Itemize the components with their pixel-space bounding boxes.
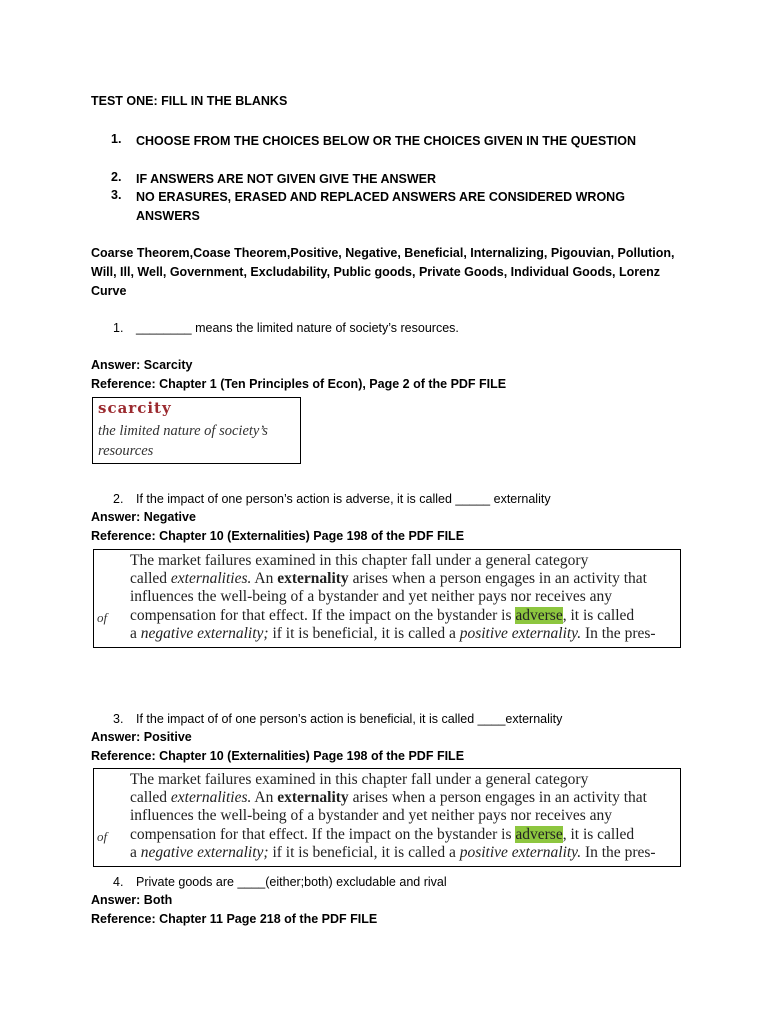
excerpt-line: compensation for that effect. If the impact on the bystander is adverse, it is called bbox=[130, 826, 635, 843]
scarcity-definition-image bbox=[92, 397, 301, 464]
excerpt-margin-word: of bbox=[97, 610, 108, 625]
excerpt-line: influences the well-being of a bystander and yet neither pays nor receives any bbox=[130, 588, 613, 605]
reference-text: Reference: Chapter 1 (Ten Principles of Econ), Page 2 of the PDF FILE bbox=[91, 377, 507, 391]
answer-text: Answer: Both bbox=[91, 893, 173, 907]
glossary-term: scarcity bbox=[98, 399, 172, 417]
excerpt-line: a negative externality; if it is beneficial, it is called a positive externality. In the pres- bbox=[130, 844, 656, 861]
glossary-definition: the limited nature of society’s resources bbox=[98, 423, 268, 459]
answer-text: Answer: Scarcity bbox=[91, 358, 193, 372]
excerpt-line: The market failures examined in this chapter fall under a general category bbox=[130, 552, 589, 569]
page-title: TEST ONE: FILL IN THE BLANKS bbox=[91, 94, 288, 108]
reference-text: Reference: Chapter 10 (Externalities) Page 198 of the PDF FILE bbox=[91, 749, 465, 763]
question-text: Private goods are ____(either;both) excludable and rival bbox=[136, 875, 447, 889]
instruction-number: 2. bbox=[111, 170, 122, 184]
instruction-number: 3. bbox=[111, 188, 122, 202]
instruction-text: CHOOSE FROM THE CHOICES BELOW OR THE CHOICES GIVEN IN THE QUESTION bbox=[136, 134, 637, 148]
question-text: ________ means the limited nature of society’s resources. bbox=[136, 321, 459, 335]
textbook-excerpt-image bbox=[93, 768, 681, 867]
highlighted-word: adverse bbox=[515, 826, 563, 843]
instruction-text: NO ERASURES, ERASED AND REPLACED ANSWERS ARE CONSIDERED WRONG ANSWERS bbox=[136, 190, 625, 223]
question-number: 4. bbox=[113, 875, 124, 889]
reference-text: Reference: Chapter 10 (Externalities) Page 198 of the PDF FILE bbox=[91, 529, 465, 543]
question-number: 3. bbox=[113, 712, 124, 726]
textbook-excerpt-image bbox=[93, 549, 681, 648]
highlighted-word: adverse bbox=[515, 607, 563, 624]
question-number: 2. bbox=[113, 492, 124, 506]
instruction-text: IF ANSWERS ARE NOT GIVEN GIVE THE ANSWER bbox=[136, 172, 437, 186]
excerpt-line: influences the well-being of a bystander and yet neither pays nor receives any bbox=[130, 807, 613, 824]
excerpt-line: called externalities. An externality arises when a person engages in an activity that bbox=[130, 570, 647, 587]
question-text: If the impact of of one person’s action is beneficial, it is called ____externality bbox=[136, 712, 563, 726]
answer-text: Answer: Negative bbox=[91, 510, 196, 524]
excerpt-line: The market failures examined in this chapter fall under a general category bbox=[130, 771, 589, 788]
answer-text: Answer: Positive bbox=[91, 730, 192, 744]
reference-text: Reference: Chapter 11 Page 218 of the PDF FILE bbox=[91, 912, 378, 926]
excerpt-line: a negative externality; if it is beneficial, it is called a positive externality. In the pres- bbox=[130, 625, 656, 642]
instruction-number: 1. bbox=[111, 132, 122, 146]
choices-list: Coarse Theorem,Coase Theorem,Positive, Negative, Beneficial, Internalizing, Pigouvian, Pollution, Will, Ill, Well, Government, Excludability, Public goods, Private Goods, Individual Goods, Lorenz Curve bbox=[91, 246, 675, 298]
question-number: 1. bbox=[113, 321, 124, 335]
question-text: If the impact of one person’s action is adverse, it is called _____ externality bbox=[136, 492, 551, 506]
excerpt-line: compensation for that effect. If the impact on the bystander is adverse, it is called bbox=[130, 607, 635, 624]
excerpt-line: called externalities. An externality arises when a person engages in an activity that bbox=[130, 789, 647, 806]
excerpt-margin-word: of bbox=[97, 829, 108, 844]
